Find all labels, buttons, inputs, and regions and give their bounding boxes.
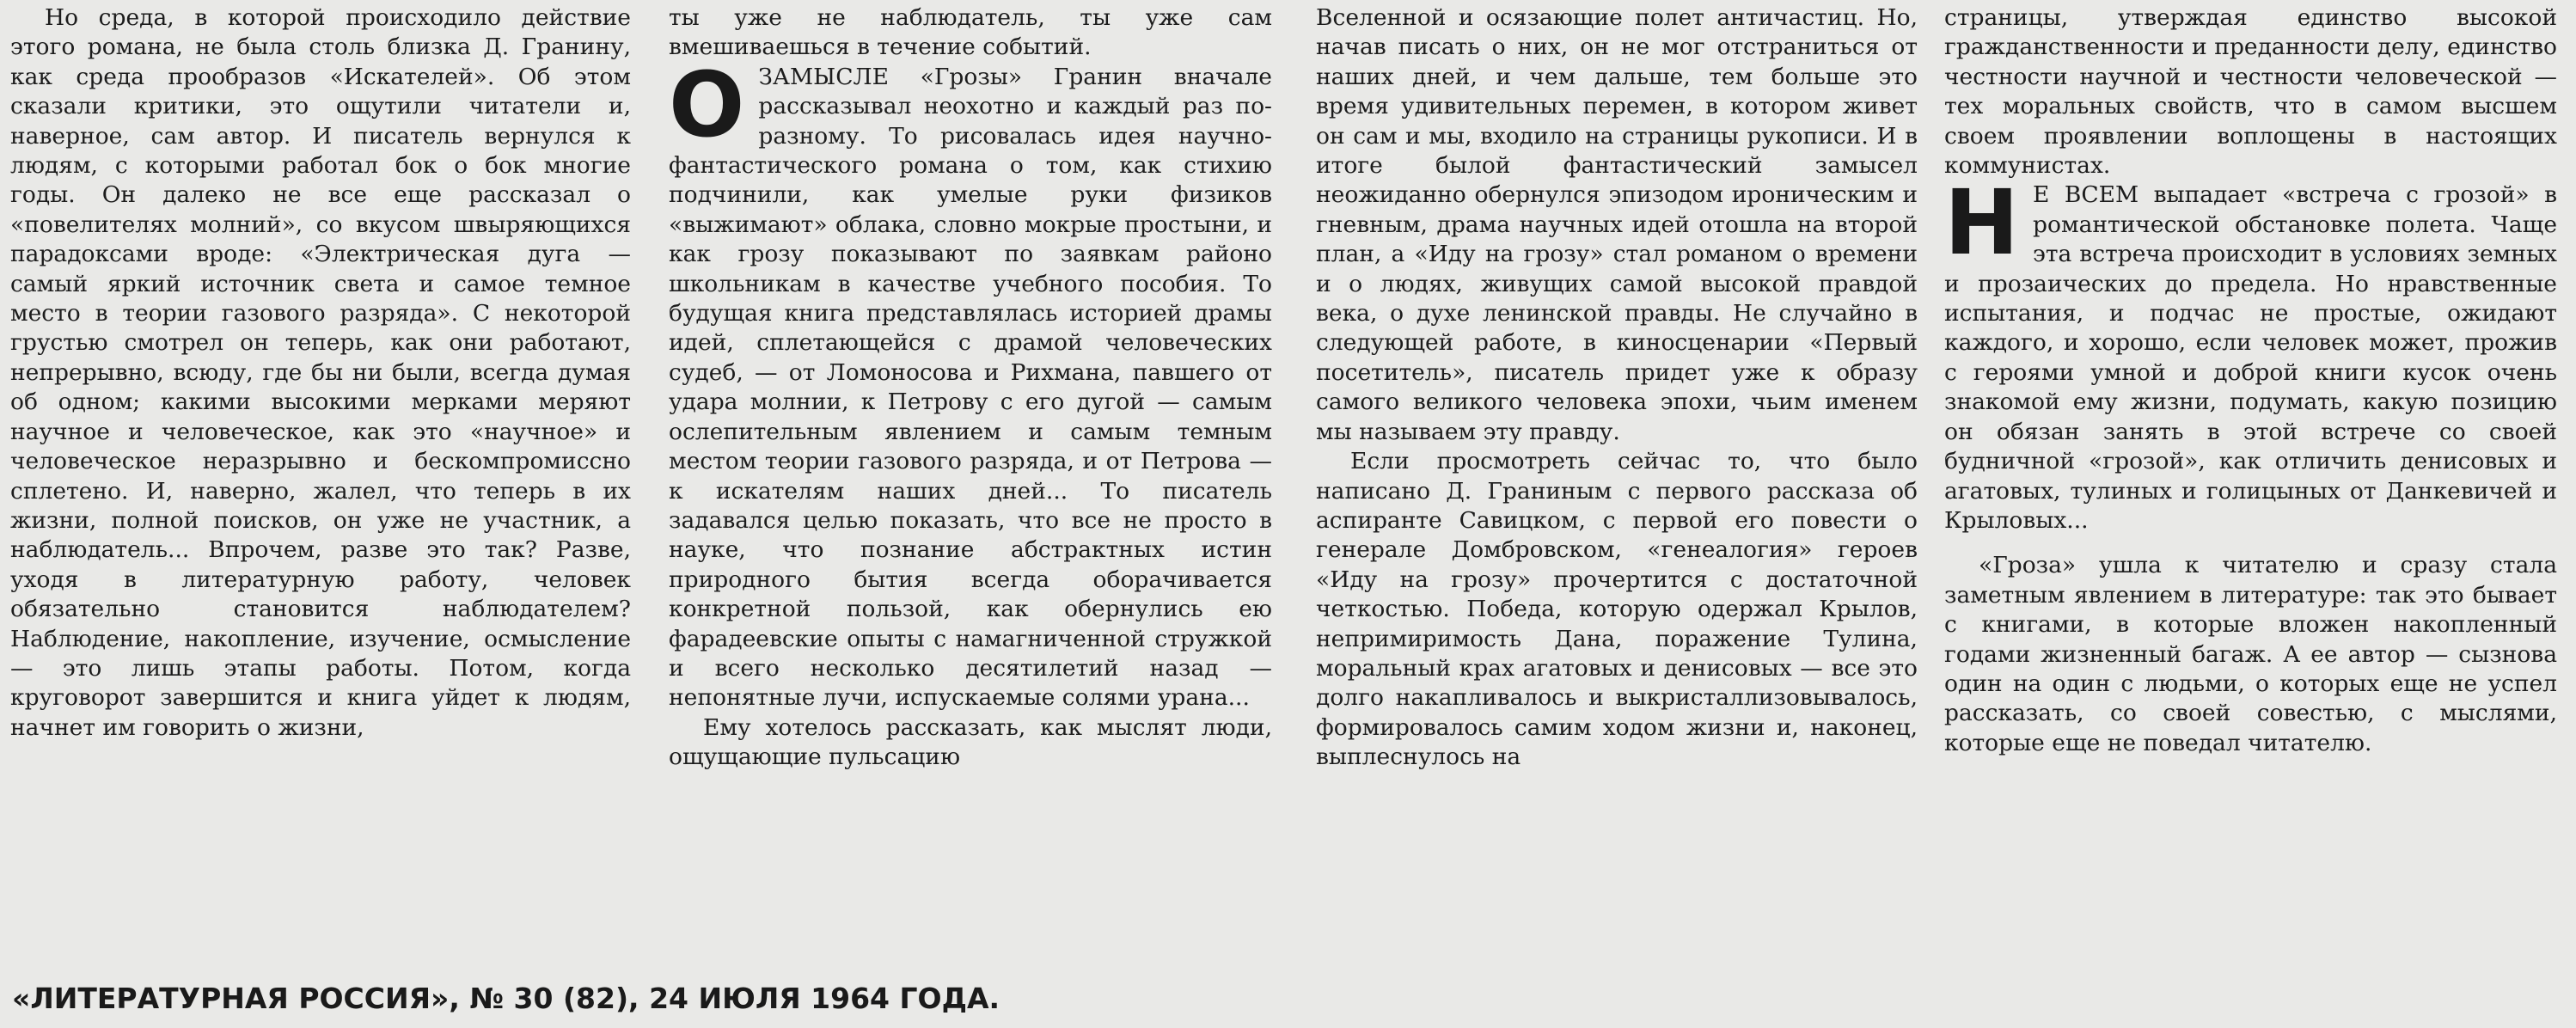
article-column-3: [1316, 3, 1918, 773]
paragraph: Ему хотелось рассказать, как мыслят люди, ощущающие пульсацию: [669, 713, 1272, 771]
article-column-1: [10, 3, 631, 743]
paragraph: ты уже не наблюдатель, ты уже сам вмешиваешься в течение событий.: [669, 4, 1272, 61]
paragraph: «Гроза» ушла к читателю и сразу стала заметным явлением в литературе: так это бывает с книгами, в которые вложен накопленный годами жизненный багаж. А ее автор — сызнова один на один с людьми, о которых еще не успел рассказать, со своей совестью, с мыслями, которые еще не поведал читателю.: [1944, 552, 2557, 756]
paragraph: страницы, утверждая единство высокой гражданственности и преданности делу, единство честности научной и честности человеческой — тех моральных свойств, что в самом высшем своем проявлении воплощены в настоящих коммунистах.: [1944, 4, 2557, 180]
paragraph: [1944, 170, 2557, 535]
article-column-4: [1944, 3, 2557, 758]
paragraph: [669, 52, 1272, 713]
paragraph-gap: [1944, 535, 2557, 551]
paragraph: Если просмотреть сейчас то, что было написано Д. Граниным с первого рассказа об аспиранте Савицком, с первой его повести о генерале Домбровском, «генеалогия» героев «Иду на грозу» прочертится с достаточной четкостью. Победа, которую одержал Крылов, непримиримость Дана, поражение Тулина, моральный крах агатовых и денисовых — все это долго накапливалось и выкристаллизовывалось, формировалось самим ходом жизни и, наконец, выплеснулось на: [1316, 448, 1918, 771]
paragraph-text: Е ВСЕМ выпадает «встреча с грозой» в романтической обстановке полета. Чаще эта встреча происходит в условиях земных и прозаических до предела. Но нравственные испытания, и подчас не простые, ожидают каждого, и хорошо, если человек может, прожив с героями умной и доброй книги кусок очень знакомой ему жизни, подумать, какую позицию он обязан занять в этой встрече со своей будничной «грозой», как отличить денисовых и агатовых, тулиных и голицыных от Данкевичей и Крыловых...: [1944, 181, 2557, 534]
publication-caption: «ЛИТЕРАТУРНАЯ РОССИЯ», № 30 (82), 24 ИЮЛЯ 1964 ГОДА.: [12, 982, 1000, 1015]
article-column-2: [669, 3, 1272, 773]
drop-cap: О: [669, 52, 745, 157]
paragraph: Но среда, в которой происходило действие этого романа, не была столь близка Д. Гранину, как среда прообразов «Искателей». Об этом сказали критики, это ощутили читатели и, наверное, сам автор. И писатель вернулся к людям, с которыми работал бок о бок многие годы. Он далеко не все еще рассказал о «повелителях молний», со вкусом швыряющихся парадоксами вроде: «Электрическая дуга — самый яркий источник света и самое темное место в теории газового разряда». С некоторой грустью смотрел он теперь, как они работают, непрерывно, всюду, где бы ни были, всегда думая об одном; какими высокими мерками меряют научное и человеческое, как это «научное» и человеческое неразрывно и бескомпромиссно сплетено. И, наверно, жалел, что теперь в их жизни, полной поисков, он уже не участник, а наблюдатель... Впрочем, разве это так? Разве, уходя в литературную работу, человек обязательно становится наблюдателем? Наблюдение, накопление, изучение, осмысление — это лишь этапы работы. Потом, когда круговорот завершится и книга уйдет к людям, начнет им говорить о жизни,: [10, 4, 631, 741]
paragraph: Вселенной и осязающие полет античастиц. Но, начав писать о них, он не мог отстраниться от наших дней, и чем дальше, тем больше это время удивительных перемен, в котором живет он сам и мы, входило на страницы рукописи. И в итоге былой фантастический замысел неожиданно обернулся эпизодом ироническим и гневным, драма научных идей отошла на второй план, а «Иду на грозу» стал романом о времени и о людях, живущих самой высокой правдой века, о духе ленинской правды. Не случайно в следующей работе, в киносценарии «Первый посетитель», писатель придет уже к образу самого великого человека эпохи, чьим именем мы называем эту правду.: [1316, 4, 1918, 445]
paragraph-text: ЗАМЫСЛЕ «Грозы» Гранин вначале рассказывал неохотно и каждый раз по-разному. То рисовалась идея научно-фантастического романа о том, как стихию подчинили, как умелые руки физиков «выжимают» облака, словно мокрые простыни, и как грозу показывают по заявкам районо школьникам в качестве учебного пособия. То будущая книга представлялась историей драмы идей, сплетающейся с драмой человеческих судеб, — от Ломоносова и Рихмана, павшего от удара молнии, к Петрову с его дугой — самым ослепительным явлением и самым темным местом теории газового разряда, и от Петрова — к искателям наших дней... То писатель задавался целью показать, что все не просто в науке, что познание абстрактных истин природного бытия всегда оборачивается конкретной пользой, как обернулись ею фарадеевские опыты с намагниченной стружкой и всего несколько десятилетий назад — непонятные лучи, испускаемые солями урана...: [669, 63, 1272, 712]
drop-cap: Н: [1944, 170, 2020, 276]
